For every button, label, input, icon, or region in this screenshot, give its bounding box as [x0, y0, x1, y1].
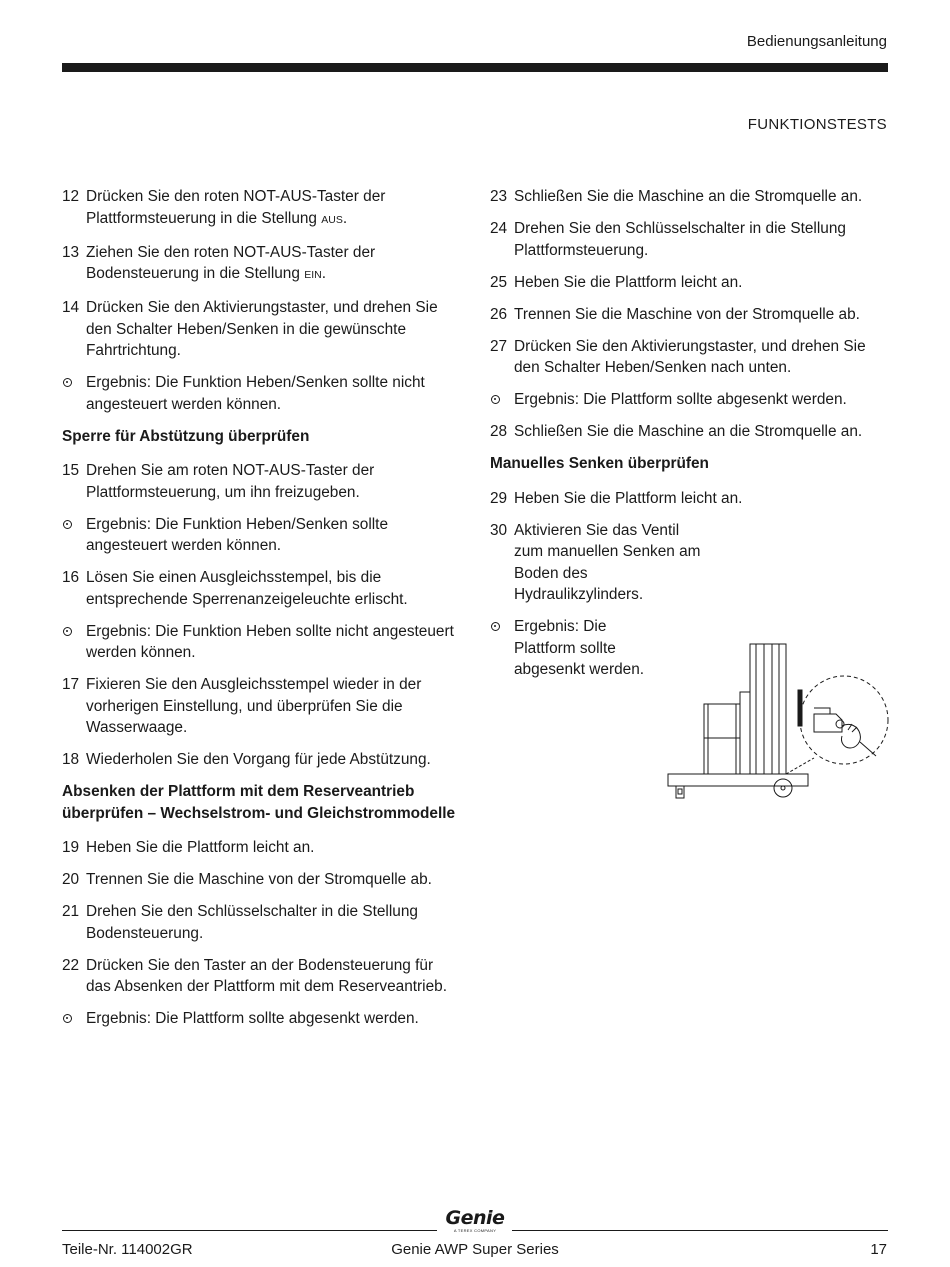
left-column	[62, 186, 462, 1040]
result-14	[62, 372, 462, 415]
step-number: 23	[490, 188, 508, 205]
footer-rule-right	[512, 1230, 888, 1231]
step-29	[490, 488, 890, 510]
result-16	[62, 621, 462, 664]
step-22	[62, 955, 462, 998]
step-number: 26	[490, 305, 508, 323]
result-bullet-icon	[62, 1008, 86, 1030]
step-text: Trennen Sie die Maschine von der Stromquelle ab.	[514, 305, 860, 323]
step-text: Heben Sie die Plattform leicht an.	[86, 839, 315, 856]
step-number: 27	[490, 337, 508, 355]
step-number: 22	[62, 956, 80, 974]
step-text: Drehen Sie den Schlüsselschalter in die Stellung Bodensteuerung.	[86, 903, 418, 942]
step-number: 21	[62, 903, 80, 920]
step-23	[490, 186, 890, 208]
step-27	[490, 336, 890, 379]
step-13	[62, 242, 462, 287]
step-text: Drehen Sie den Schlüsselschalter in die Stellung Plattformsteuerung.	[514, 220, 846, 259]
step-24	[490, 218, 890, 261]
result-bullet-icon	[62, 372, 86, 415]
step-15	[62, 460, 462, 503]
step-text: Heben Sie die Plattform leicht an.	[514, 489, 743, 507]
step-16	[62, 567, 462, 610]
footer-rule-left	[62, 1230, 437, 1231]
product-series: Genie AWP Super Series	[391, 1241, 559, 1258]
step-number: 28	[490, 423, 508, 440]
step-text: Schließen Sie die Maschine an die Stromquelle an.	[514, 188, 863, 205]
running-header-title: Bedienungsanleitung	[746, 33, 887, 50]
step-20	[62, 869, 462, 891]
step-number: 20	[62, 871, 80, 888]
step-18	[62, 749, 462, 771]
step-text: Heben Sie die Plattform leicht an.	[514, 273, 743, 291]
step-text: Aktivieren Sie das Ventil zum manuellen Senken am Boden des Hydraulikzylinders.	[514, 521, 701, 603]
step-number: 24	[490, 220, 508, 237]
step-text: Drücken Sie den Aktivierungstaster, und drehen Sie den Schalter Heben/Senken nach unten.	[514, 337, 866, 376]
step-12	[62, 186, 462, 231]
step-text: Drehen Sie am roten NOT-AUS-Taster der Plattformsteuerung, um ihn freizugeben.	[86, 462, 375, 501]
step-number: 18	[62, 751, 80, 768]
step-25	[490, 272, 890, 294]
result-bullet-icon	[62, 514, 86, 557]
step-30	[490, 520, 890, 606]
result-22	[62, 1008, 462, 1030]
step-text: Schließen Sie die Maschine an die Stromquelle an.	[514, 423, 863, 440]
manual-lowering-valve-illustration	[664, 638, 890, 804]
genie-logo: Genie A TEREX COMPANY	[445, 1207, 505, 1233]
step-14	[62, 297, 462, 362]
step-text: Lösen Sie einen Ausgleichsstempel, bis die entsprechende Sperrenanzeigeleuchte erlischt.	[86, 569, 408, 608]
step-28	[490, 421, 890, 443]
result-bullet-icon	[490, 389, 514, 411]
step-text: Drücken Sie den roten NOT-AUS-Taster der Plattformsteuerung in die Stellung AUS.	[86, 188, 386, 227]
result-bullet-icon	[490, 616, 514, 681]
step-text: Fixieren Sie den Ausgleichsstempel wieder in der vorherigen Einstellung, und überprüfen Sie die Wasserwaage.	[86, 676, 422, 736]
result-text: Ergebnis: Die Funktion Heben/Senken sollte nicht angesteuert werden können.	[86, 374, 425, 413]
step-number: 25	[490, 273, 508, 291]
part-number: Teile-Nr. 114002GR	[62, 1241, 193, 1258]
step-number: 13	[62, 243, 80, 261]
step-text: Trennen Sie die Maschine von der Stromquelle ab.	[86, 871, 432, 888]
step-number: 29	[490, 489, 508, 507]
step-number: 14	[62, 299, 80, 316]
section-title: FUNKTIONSTESTS	[747, 116, 887, 133]
step-number: 19	[62, 839, 80, 856]
step-text: Wiederholen Sie den Vorgang für jede Abstützung.	[86, 751, 431, 768]
step-text: Ziehen Sie den roten NOT-AUS-Taster der Bodensteuerung in die Stellung EIN.	[86, 243, 376, 282]
step-text: Drücken Sie den Aktivierungstaster, und drehen Sie den Schalter Heben/Senken in die gewünschte Fahrtrichtung.	[86, 299, 438, 359]
right-column	[490, 186, 890, 691]
page-number: 17	[870, 1241, 887, 1258]
result-text: Ergebnis: Die Plattform sollte abgesenkt werden.	[514, 391, 847, 408]
step-number: 17	[62, 676, 80, 693]
header-rule	[62, 63, 888, 72]
subheading-manual-lowering: Manuelles Senken überprüfen	[490, 455, 709, 472]
step-17	[62, 674, 462, 739]
result-text: Ergebnis: Die Funktion Heben sollte nicht angesteuert werden können.	[86, 622, 454, 661]
step-number: 16	[62, 569, 80, 586]
result-text: Ergebnis: Die Funktion Heben/Senken sollte angesteuert werden können.	[86, 515, 389, 554]
step-21	[62, 901, 462, 944]
result-text: Ergebnis: Die Plattform sollte abgesenkt werden.	[514, 618, 645, 678]
step-text: Drücken Sie den Taster an der Bodensteuerung für das Absenken der Plattform mit dem Reserveantrieb.	[86, 956, 447, 995]
subheading-outrigger-interlock: Sperre für Abstützung überprüfen	[62, 427, 310, 445]
result-27	[490, 389, 890, 411]
result-15	[62, 514, 462, 557]
step-number: 30	[490, 521, 508, 539]
step-19	[62, 837, 462, 859]
step-number: 12	[62, 188, 80, 205]
step-26	[490, 304, 890, 326]
step-number: 15	[62, 462, 80, 479]
subheading-auxiliary-lowering: Absenken der Plattform mit dem Reserveantrieb überprüfen – Wechselstrom- und Gleichstrommodelle	[62, 783, 456, 822]
result-bullet-icon	[62, 621, 86, 664]
result-text: Ergebnis: Die Plattform sollte abgesenkt werden.	[86, 1010, 419, 1027]
